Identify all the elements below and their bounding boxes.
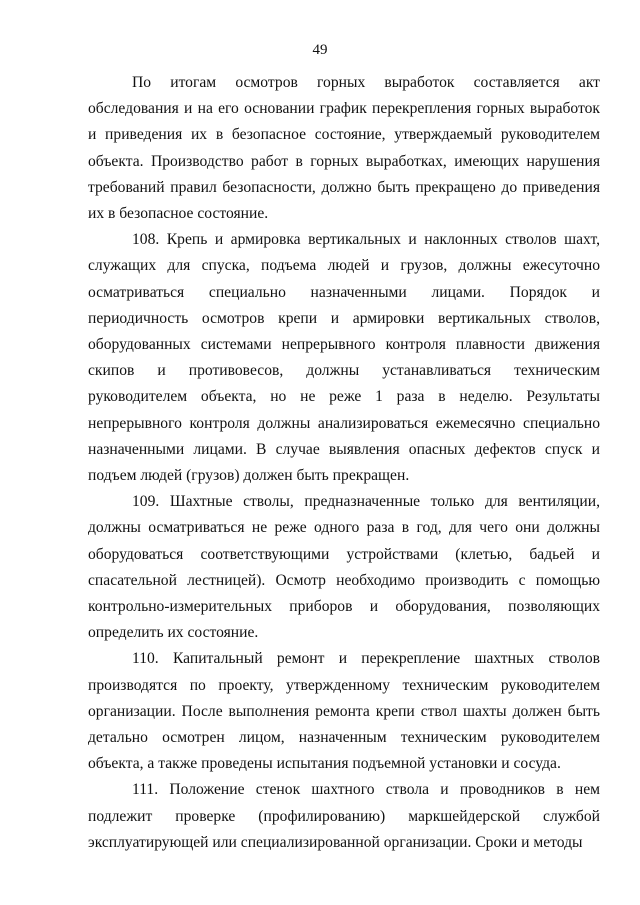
paragraph-intro: По итогам осмотров горных выработок составляется акт обследования и на его основании график перекрепления горных выработок и приведения их в безопасное состояние, утверждаемый руководителем объекта. Производство работ в горных выработках, имеющих нарушения требований правил безопасности, должно быть прекращено до приведения их в безопасное состояние. — [88, 74, 600, 223]
paragraph-109: 109. Шахтные стволы, предназначенные только для вентиляции, должны осматриваться не реже одного раза в год, для чего они должны оборудоваться соответствующими устройствами (клетью, бадьей и спасательной лестницей). Осмотр необходимо производить с помощью контрольно-измерительных приборов и оборудования, позволяющих определить их состояние. — [88, 493, 600, 642]
paragraph-108: 108. Крепь и армировка вертикальных и наклонных стволов шахт, служащих для спуска, подъема людей и грузов, должны ежесуточно осматриваться специально назначенными лицами. Порядок и периодичность осмотров крепи и армировки вертикальных стволов, оборудованных системами непрерывного контроля плавности движения скипов и противовесов, должны устанавливаться техническим руководителем объекта, но не реже 1 раза в неделю. Результаты непрерывного контроля должны анализироваться ежемесячно специально назначенными лицами. В случае выявления опасных дефектов спуск и подъем людей (грузов) должен быть прекращен. — [88, 231, 600, 485]
paragraph-111: 111. Положение стенок шахтного ствола и проводников в нем подлежит проверке (профилированию) маркшейдерской службой эксплуатирующей или специализированной организации. Сроки и методы — [88, 781, 600, 851]
page-number: 49 — [312, 42, 328, 58]
paragraph-110: 110. Капитальный ремонт и перекрепление шахтных стволов производятся по проекту, утвержденному техническим руководителем организации. После выполнения ремонта крепи ствол шахты должен быть детально осмотрен лицом, назначенным техническим руководителем объекта, а также проведены испытания подъемной установки и сосуда. — [88, 650, 600, 773]
document-body — [88, 70, 600, 856]
